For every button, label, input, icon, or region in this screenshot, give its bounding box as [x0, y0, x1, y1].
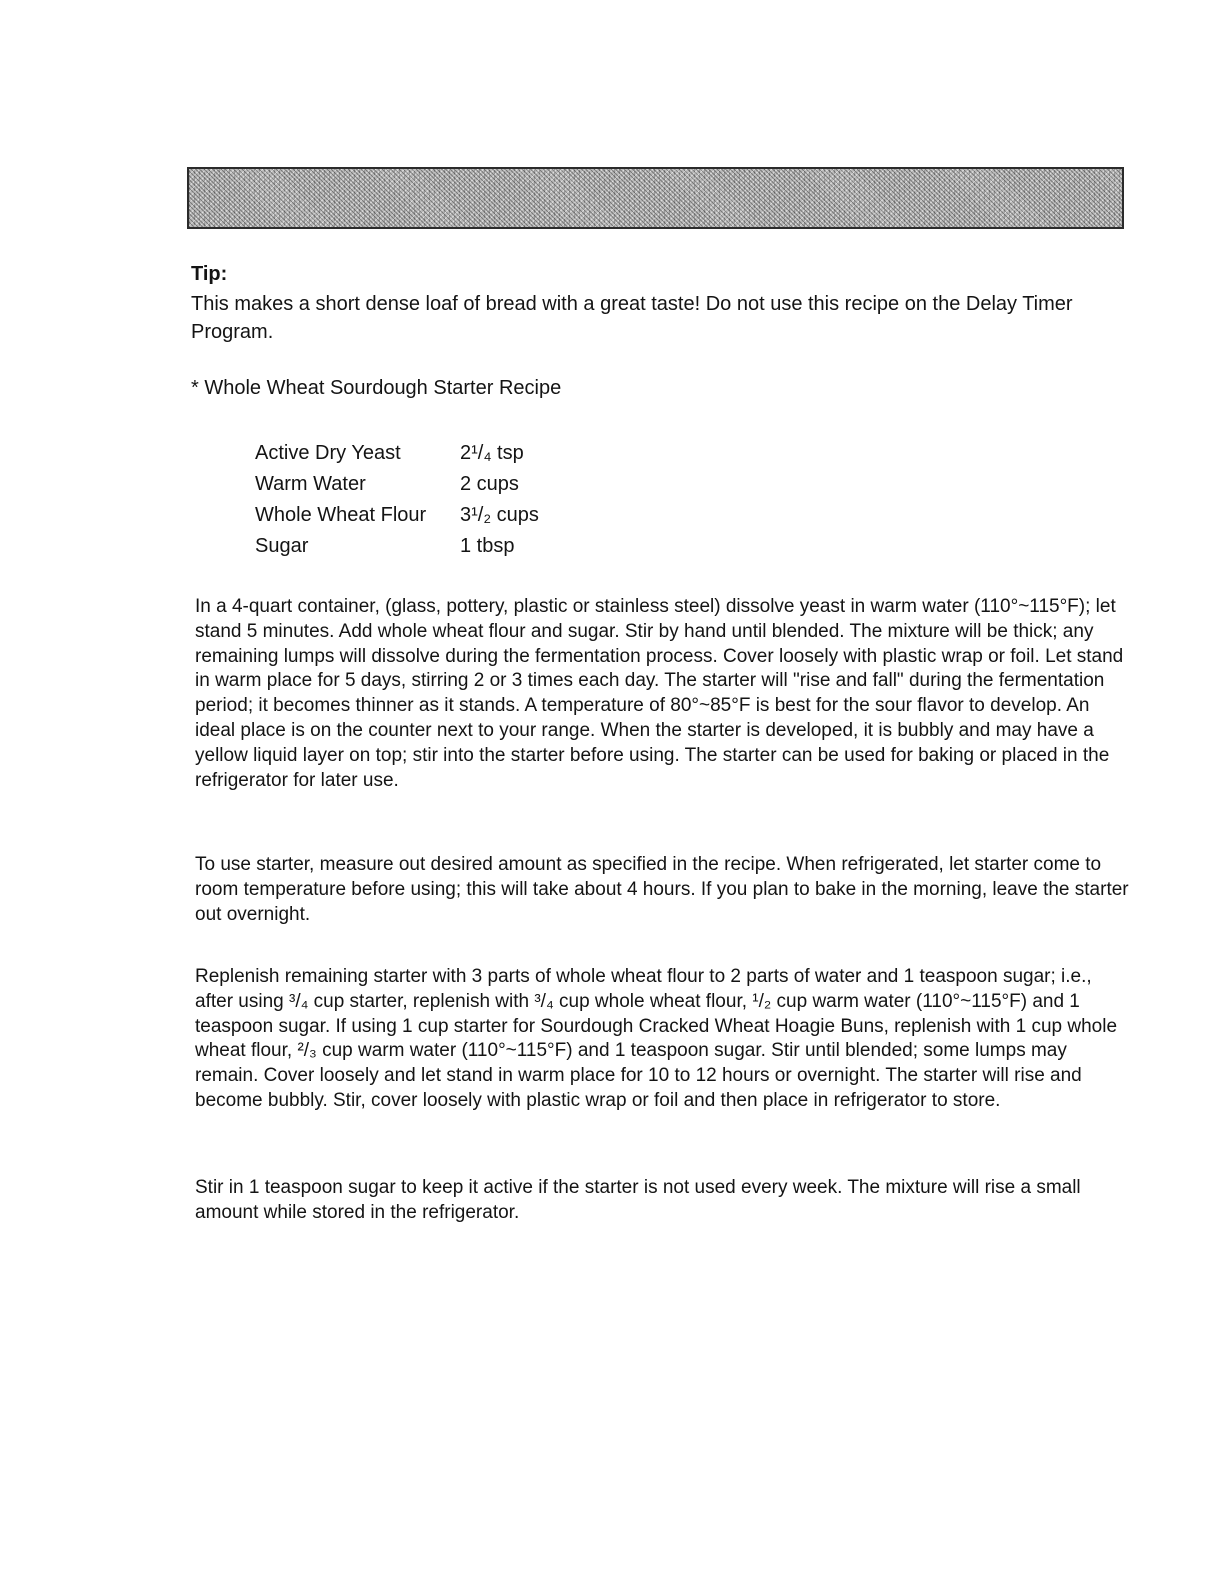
- ingredient-name: Active Dry Yeast: [255, 442, 401, 464]
- tip-label: Tip:: [191, 263, 228, 285]
- ingredient-name: Whole Wheat Flour: [255, 504, 427, 526]
- header-band: [187, 167, 1124, 229]
- ingredient-row: [255, 469, 539, 500]
- usage-paragraph: To use starter, measure out desired amount as specified in the recipe. When refrigerated, let starter come to room temperature before using; this will take about 4 hours. If you plan to bake in the morning, leave the starter out overnight.: [195, 854, 1129, 925]
- instructions-paragraph: In a 4-quart container, (glass, pottery, plastic or stainless steel) dissolve yeast in warm water (110°~115°F); let stand 5 minutes. Add whole wheat flour and sugar. Stir by hand until blended. The mixture will be thick; any remaining lumps will dissolve during the fermentation process. Cover loosely with plastic wrap or foil. Let stand in warm place for 5 days, stirring 2 or 3 times each day. The starter will "rise and fall" during the fermentation period; it becomes thinner as it stands. A temperature of 80°~85°F is best for the sour flavor to develop. An ideal place is on the counter next to your range. When the starter is developed, it is bubbly and may have a yellow liquid layer on top; stir into the starter before using. The starter can be used for baking or placed in the refrigerator for later use.: [195, 596, 1124, 791]
- tip-text: This makes a short dense loaf of bread with a great taste! Do not use this recipe on the Delay Timer Program.: [191, 293, 1073, 343]
- ingredient-name: Warm Water: [255, 473, 366, 495]
- ingredients-table: [255, 438, 539, 562]
- ingredient-name: Sugar: [255, 535, 309, 557]
- ingredient-amount: 3¹/₂ cups: [460, 504, 539, 526]
- ingredient-row: [255, 531, 539, 562]
- ingredient-row: [255, 500, 539, 531]
- ingredient-amount: 2¹/₄ tsp: [460, 442, 524, 464]
- ingredient-amount: 1 tbsp: [460, 535, 515, 557]
- ingredient-row: [255, 438, 539, 469]
- starter-recipe-title: * Whole Wheat Sourdough Starter Recipe: [191, 377, 562, 399]
- replenish-paragraph: Replenish remaining starter with 3 parts of whole wheat flour to 2 parts of water and 1 teaspoon sugar; i.e., after using ³/₄ cup starter, replenish with ³/₄ cup whole wheat flour, ¹/₂ cup warm water (110°~115°F) and 1 teaspoon sugar. If using 1 cup starter for Sourdough Cracked Wheat Hoagie Buns, replenish with 1 cup whole wheat flour, ²/₃ cup warm water (110°~115°F) and 1 teaspoon sugar. Stir until blended; some lumps may remain. Cover loosely and let stand in warm place for 10 to 12 hours or overnight. The starter will rise and become bubbly. Stir, cover loosely with plastic wrap or foil and then place in refrigerator to store.: [195, 966, 1118, 1111]
- storage-paragraph: Stir in 1 teaspoon sugar to keep it active if the starter is not used every week. The mixture will rise a small amount while stored in the refrigerator.: [195, 1177, 1081, 1223]
- ingredient-amount: 2 cups: [460, 473, 519, 495]
